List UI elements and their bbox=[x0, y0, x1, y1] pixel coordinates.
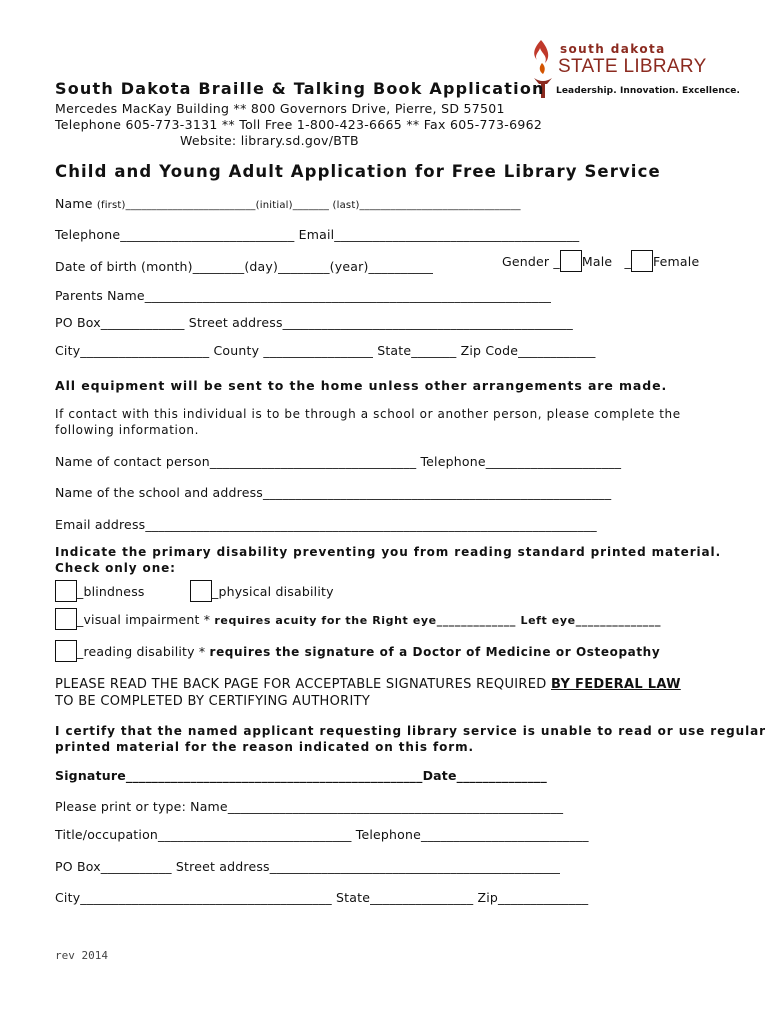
email-field[interactable]: Email address______________________________________________________________________ bbox=[55, 517, 597, 532]
option-reading bbox=[55, 640, 660, 662]
equipment-note: All equipment will be sent to the home unless other arrangements are made. bbox=[55, 378, 668, 393]
visual-impairment-label: _visual impairment * bbox=[77, 612, 211, 627]
form-subtitle: Child and Young Adult Application for Free Library Service bbox=[55, 162, 661, 181]
phone-line: Telephone 605-773-3131 ** Toll Free 1-800-423-6665 ** Fax 605-773-6962 bbox=[55, 117, 543, 132]
telephone-email-field[interactable]: Telephone___________________________ Email______________________________________ bbox=[55, 227, 580, 242]
visual-acuity-field[interactable]: requires acuity for the Right eye_____________ Left eye______________ bbox=[214, 614, 662, 627]
logo-tagline: Leadership. Innovation. Excellence. bbox=[556, 86, 740, 96]
date-of-birth-field[interactable]: Date of birth (month)________(day)________(year)__________ bbox=[55, 259, 434, 274]
read-back-text: PLEASE READ THE BACK PAGE FOR ACCEPTABLE SIGNATURES REQUIRED bbox=[55, 677, 547, 692]
contact-note: If contact with this individual is to be through a school or another person, please complete the following information. bbox=[55, 407, 681, 437]
male-checkbox[interactable] bbox=[560, 250, 582, 272]
logo-line1: south dakota bbox=[560, 42, 666, 56]
blindness-checkbox[interactable] bbox=[55, 580, 77, 602]
name-field[interactable] bbox=[55, 196, 521, 211]
signature-date-field[interactable]: Signature______________________________________________Date______________ bbox=[55, 768, 547, 783]
contact-person-field[interactable]: Name of contact person________________________________ Telephone_____________________ bbox=[55, 454, 622, 469]
po-street-field[interactable]: PO Box_____________ Street address_____________________________________________ bbox=[55, 315, 573, 330]
gender-label: Gender _ bbox=[502, 254, 560, 269]
gender-field bbox=[502, 250, 699, 272]
logo-line2: STATE LIBRARY bbox=[558, 56, 707, 77]
certifying-authority-heading: TO BE COMPLETED BY CERTIFYING AUTHORITY bbox=[55, 694, 371, 709]
authority-city-field[interactable]: City_______________________________________ State________________ Zip______________ bbox=[55, 890, 589, 905]
website-line: Website: library.sd.gov/BTB bbox=[180, 133, 359, 148]
certify-line-2: printed material for the reason indicated on this form. bbox=[55, 740, 474, 754]
physical-disability-checkbox[interactable] bbox=[190, 580, 212, 602]
female-prefix: _ bbox=[624, 254, 631, 269]
city-county-field[interactable]: City____________________ County _________________ State_______ Zip Code____________ bbox=[55, 343, 596, 358]
federal-law-text: BY FEDERAL LAW bbox=[551, 677, 681, 692]
address-line: Mercedes MacKay Building ** 800 Governors Drive, Pierre, SD 57501 bbox=[55, 101, 505, 116]
female-label: Female bbox=[652, 254, 700, 269]
option-visual bbox=[55, 608, 661, 630]
visual-impairment-checkbox[interactable] bbox=[55, 608, 77, 630]
physical-disability-label: _physical disability bbox=[212, 584, 334, 599]
read-back-page-note bbox=[55, 677, 681, 692]
print-name-field[interactable]: Please print or type: Name____________________________________________________ bbox=[55, 799, 564, 814]
option-blindness bbox=[55, 580, 145, 602]
male-label: Male bbox=[581, 254, 613, 269]
reading-requirement: requires the signature of a Doctor of Medicine or Osteopathy bbox=[209, 645, 661, 659]
page-title: South Dakota Braille & Talking Book Application bbox=[55, 79, 545, 98]
revision-label: rev 2014 bbox=[55, 949, 108, 962]
option-physical bbox=[190, 580, 334, 602]
reading-disability-label: _reading disability * bbox=[77, 644, 206, 659]
school-address-field[interactable]: Name of the school and address______________________________________________________ bbox=[55, 485, 612, 500]
authority-po-street-field[interactable]: PO Box___________ Street address_____________________________________________ bbox=[55, 859, 561, 874]
certify-line-1: I certify that the named applicant requesting library service is unable to read or use regular bbox=[55, 724, 766, 738]
blindness-label: _blindness bbox=[77, 584, 145, 599]
female-checkbox[interactable] bbox=[631, 250, 653, 272]
reading-disability-checkbox[interactable] bbox=[55, 640, 77, 662]
title-telephone-field[interactable]: Title/occupation______________________________ Telephone__________________________ bbox=[55, 827, 589, 842]
name-subfields: (first)_________________________(initial)_______ (last)_______________________________ bbox=[96, 200, 521, 211]
disability-heading: Indicate the primary disability preventing you from reading standard printed material. bbox=[55, 545, 722, 559]
name-label: Name bbox=[55, 196, 93, 211]
parents-name-field[interactable]: Parents Name_______________________________________________________________ bbox=[55, 288, 552, 303]
check-one-heading: Check only one: bbox=[55, 561, 176, 575]
